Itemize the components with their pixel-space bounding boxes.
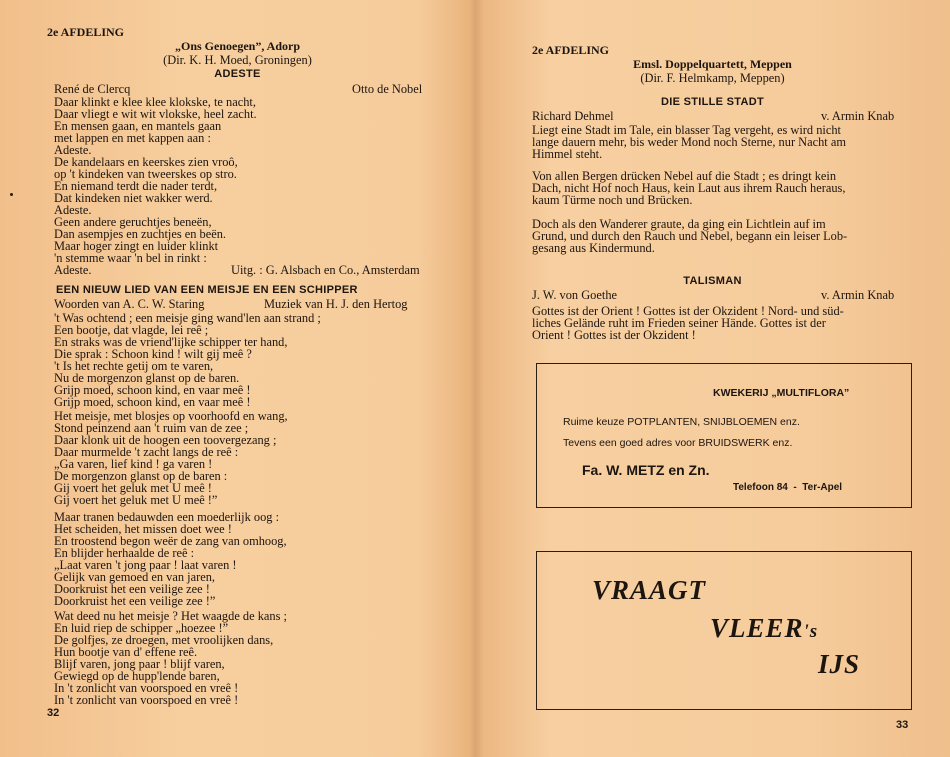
verse-line: Geen andere geruchtjes beneën, <box>54 215 212 229</box>
verse-line: Dat kindeken niet wakker werd. <box>54 191 213 205</box>
verse-line: En luid riep de schipper „hoezee !” <box>54 621 229 635</box>
paragraph-line: Doch als den Wanderer graute, da ging ein Lichtlein auf im <box>532 217 826 231</box>
verse-line: Gelijk van gemoed en van jaren, <box>54 570 216 584</box>
section-heading: 2e AFDELING <box>47 25 125 39</box>
song-composer: Otto de Nobel <box>352 82 423 96</box>
verse-line: Blijf varen, jong paar ! blijf varen, <box>54 657 225 671</box>
choir-name: „Ons Genoegen”, Adorp <box>174 39 300 53</box>
ad-word-vraagt: VRAAGT <box>592 575 707 605</box>
ad-word-ijs: IJS <box>818 649 861 679</box>
paragraph-line: Himmel steht. <box>532 147 603 161</box>
song-title-talisman: TALISMAN <box>683 275 742 287</box>
verse-line: Daar klonk uit de hoogen een toovergezang ; <box>54 433 277 447</box>
verse-line: Wat deed nu het meisje ? Het waagde de kans ; <box>54 609 287 623</box>
verse-line: Doorkruist het een veilige zee ! <box>54 582 210 596</box>
song-author: René de Clercq <box>54 82 131 96</box>
verse-line: 't Is het rechte getij om te varen, <box>54 359 214 373</box>
verse-line: op 't kindeken van tweerskes op stro. <box>54 167 237 181</box>
verse-line: En straks was de vriend'lijke schipper ter hand, <box>54 335 288 349</box>
verse-line: Stond peinzend aan 't ruim van de zee ; <box>54 421 249 435</box>
verse-line: „Laat varen 't jong paar ! laat varen ! <box>54 558 237 572</box>
ad-company-name: Fa. W. METZ en Zn. <box>582 462 710 478</box>
choir-director: (Dir. K. H. Moed, Groningen) <box>163 53 312 67</box>
section-heading: 2e AFDELING <box>532 43 610 57</box>
song-title-adeste: ADESTE <box>214 68 261 80</box>
verse-line: En troostend begon weër de zang van omhoog, <box>54 534 287 548</box>
ad-word-vleer-suffix: 's <box>803 621 819 642</box>
verse-line: Nu de morgenzon glanst op de baren. <box>54 371 240 385</box>
song-composer: v. Armin Knab <box>821 288 895 302</box>
ink-speck <box>10 193 13 196</box>
verse-line: De morgenzon glanst op de baren : <box>54 469 228 483</box>
paragraph-line: kaum Türme noch und Brücken. <box>532 193 693 207</box>
song-composer: Muziek van H. J. den Hertog <box>264 297 408 311</box>
verse-line: Adeste. <box>54 203 92 217</box>
verse-line: Die sprak : Schoon kind ! wilt gij meê ? <box>54 347 252 361</box>
verse-line: De golfjes, ze droegen, met vroolijken dans, <box>54 633 274 647</box>
paragraph-line: Dach, nicht Hof noch Haus, kein Laut aus ihrem Rauch heraus, <box>532 181 846 195</box>
ad-text-line: Ruime keuze POTPLANTEN, SNIJBLOEMEN enz. <box>563 416 800 428</box>
verse-line: En blijder herhaalde de reê : <box>54 546 195 560</box>
verse-line: En mensen gaan, en mantels gaan <box>54 119 222 133</box>
verse-line: „Ga varen, lief kind ! ga varen ! <box>54 457 213 471</box>
verse-line: En niemand terdt die nader terdt, <box>54 179 218 193</box>
ad-multiflora <box>536 363 912 508</box>
verse-line: 't Was ochtend ; een meisje ging wand'len aan strand ; <box>54 311 321 325</box>
verse-line: Gij voert het geluk met U meê ! <box>54 481 212 495</box>
verse-line: met lappen en met kappen aan : <box>54 131 211 145</box>
song-lyricist: Woorden van A. C. W. Staring <box>54 297 205 311</box>
paragraph-line: Liegt eine Stadt im Tale, ein blasser Tag vergeht, es wird nicht <box>532 123 841 137</box>
paragraph-line: liches Gelände ruht im Frieden seiner Hände. Gottes ist der <box>532 316 826 330</box>
verse-line: Daar murmelde 't zacht langs de reê : <box>54 445 239 459</box>
verse-line: Adeste. <box>54 143 92 157</box>
ad-vleer-ijs <box>536 551 912 710</box>
verse-line: Maar tranen bedauwden een moederlijk oog : <box>54 510 280 524</box>
verse-line: De kandelaars en keerskes zien vroô, <box>54 155 238 169</box>
paragraph-line: lange dauern mehr, bis weder Mond noch Sterne, nur Nacht am <box>532 135 846 149</box>
choir-director: (Dir. F. Helmkamp, Meppen) <box>640 71 785 85</box>
song-title-nieuw-lied: EEN NIEUW LIED VAN EEN MEISJE EN EEN SCHIPPER <box>56 284 358 296</box>
verse-line: Grijp moed, schoon kind, en vaar meê ! <box>54 395 251 409</box>
page-number: 32 <box>47 707 60 719</box>
verse-line: Dan asempjes en zuchtjes en beën. <box>54 227 227 241</box>
verse-line: Gewiegd op de hupp'lende baren, <box>54 669 220 683</box>
song-author: J. W. von Goethe <box>532 288 618 302</box>
verse-line: 'n stemme waar 'n bel in rinkt : <box>54 251 207 265</box>
paragraph-line: Grund, und durch den Rauch und Nebel, begann ein leiser Lob- <box>532 229 848 243</box>
publisher-note: Uitg. : G. Alsbach en Co., Amsterdam <box>231 263 420 277</box>
ad-text-line: Tevens een goed adres voor BRUIDSWERK enz. <box>563 437 793 449</box>
verse-line: Het scheiden, het missen doet wee ! <box>54 522 232 536</box>
verse-line: Daar klinkt e klee klee klokske, te nacht, <box>54 95 256 109</box>
choir-name: Emsl. Doppelquartett, Meppen <box>633 57 792 71</box>
verse-line: Daar vliegt e wit wit vlokske, heel zacht. <box>54 107 257 121</box>
verse-line: Doorkruist het een veilige zee !” <box>54 594 216 608</box>
song-composer: v. Armin Knab <box>821 109 895 123</box>
verse-line: In 't zonlicht van voorspoed en vreê ! <box>54 681 239 695</box>
paragraph-line: Von allen Bergen drücken Nebel auf die Stadt ; es dringt kein <box>532 169 837 183</box>
verse-line: In 't zonlicht van voorspoed en vreê ! <box>54 693 239 707</box>
paragraph-line: gesang aus Kindermund. <box>532 241 655 255</box>
verse-line: Hun bootje van d' effene reê. <box>54 645 198 659</box>
verse-line: Maar hoger zingt en luider klinkt <box>54 239 219 253</box>
ad-word-vleer-text: VLEER <box>710 613 804 643</box>
ad-title: KWEKERIJ „MULTIFLORA” <box>713 387 850 399</box>
right-page <box>475 0 950 757</box>
verse-line: Grijp moed, schoon kind, en vaar meê ! <box>54 383 251 397</box>
ad-word-vleer <box>710 613 818 644</box>
paragraph-line: Orient ! Gottes ist der Okzident ! <box>532 328 696 342</box>
verse-line: Adeste. <box>54 263 92 277</box>
verse-line: Een bootje, dat vlagde, lei reê ; <box>54 323 209 337</box>
verse-line: Gij voert het geluk met U meê !” <box>54 493 218 507</box>
paragraph-line: Gottes ist der Orient ! Gottes ist der Okzident ! Nord- und süd- <box>532 304 844 318</box>
ad-phone: Telefoon 84 - Ter-Apel <box>733 482 843 493</box>
verse-line: Het meisje, met blosjes op voorhoofd en wang, <box>54 409 288 423</box>
song-title-stille-stadt: DIE STILLE STADT <box>661 96 764 108</box>
song-author: Richard Dehmel <box>532 109 614 123</box>
page-number: 33 <box>896 719 909 731</box>
